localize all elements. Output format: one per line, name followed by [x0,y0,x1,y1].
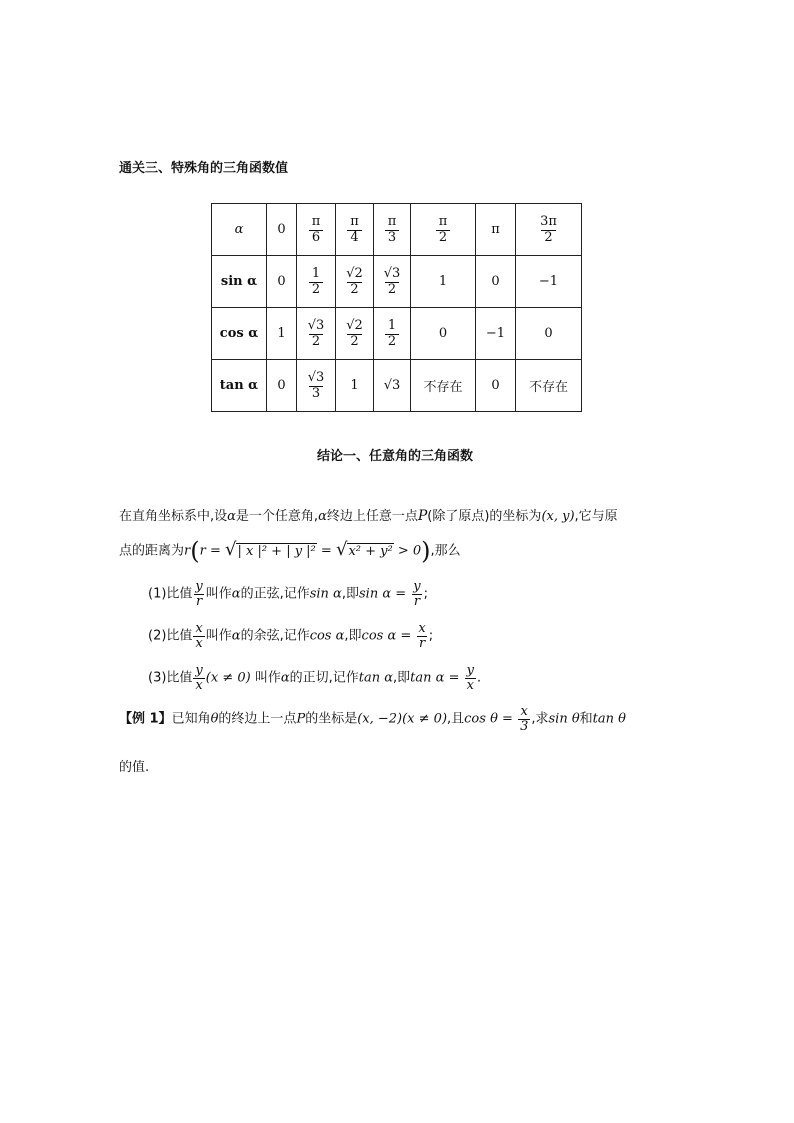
def-text: (2)比值 [148,628,193,644]
numerator: y [466,663,474,678]
def-text: 的余弦,记作 [240,628,310,644]
intro-text: ,那么 [430,543,461,559]
example-tag: 【例 1】 [119,711,172,727]
definition-tangent [148,664,481,692]
table-cell [297,308,336,360]
table-fraction [343,319,366,350]
table-cell: 0 [516,308,582,360]
theta-symbol: θ [210,711,219,727]
def-text: 叫作 [254,670,281,686]
def-text: ,即 [393,670,411,686]
table-row [212,256,582,308]
sqrt-expression [335,538,394,560]
numerator: 1 [311,265,321,281]
def-text: (1)比值 [148,586,193,602]
denominator: 2 [347,334,361,350]
numerator: √3 [307,369,325,385]
numerator: √2 [346,317,363,333]
fraction [193,580,204,608]
alpha-symbol: α [227,509,236,524]
r-equation: r = [199,543,225,559]
table-cell [336,308,374,360]
fraction [416,622,427,650]
table-fraction [381,267,404,298]
fraction [193,664,204,692]
r-equals: = [316,543,336,559]
numerator: π [387,213,397,229]
denominator: 2 [309,282,323,298]
numerator: π [350,213,359,229]
point-symbol: P [417,508,428,524]
alpha-symbol: α [231,628,241,644]
def-text: 的正切,记作 [289,670,359,686]
heading: 通关三、特殊角的三角函数值 [119,161,289,176]
def-text: (3)比值 [148,670,193,686]
def-text: 叫作 [205,586,232,602]
function-equation: tan α = [410,670,464,686]
sqrt-icon: √ [335,538,348,560]
table-cell: π [476,204,516,256]
cos-equation: cos θ = [464,711,518,727]
intro-text: ,它与原 [574,509,618,524]
fraction [518,705,530,733]
right-paren: ) [421,537,431,565]
table-fraction [347,215,362,246]
table-cell [374,308,411,360]
coordinate: (x, y) [541,509,575,524]
numerator: x [418,621,426,636]
denominator: 2 [385,282,399,298]
table-fraction [309,267,323,298]
table-fraction [537,215,560,246]
radicand: x² + y² [348,543,393,559]
r-positive: > 0 [393,543,422,559]
numerator: √3 [383,265,401,281]
denominator: x [466,677,474,693]
table-fraction [385,215,400,246]
table-fraction [305,319,328,350]
intro-text: 点的距离为 [119,543,185,559]
def-text: ,即 [344,628,362,644]
denominator: 2 [541,230,555,246]
denominator: 4 [347,230,361,246]
row-label-cos: cos α [212,308,267,360]
denominator: 2 [385,334,399,350]
table-header-label: α [212,204,267,256]
def-text: 的正弦,记作 [240,586,310,602]
table-cell [374,256,411,308]
table-cell [297,360,336,412]
numerator: √2 [346,265,363,281]
denominator: 2 [347,282,361,298]
sqrt-icon: √ [224,538,237,560]
table-fraction [305,371,328,402]
numerator: √3 [307,317,325,333]
numerator: 1 [387,317,397,333]
table-cell: −1 [476,308,516,360]
numerator: y [195,663,203,678]
numerator: y [195,579,203,594]
table-fraction [385,319,399,350]
table-cell [336,256,374,308]
table-cell: 0 [267,256,297,308]
table-cell: 0 [267,360,297,412]
table-cell [411,204,476,256]
intro-text: (除了原点)的坐标为 [427,509,542,524]
example-text: 的坐标是 [305,711,358,727]
fraction [411,580,422,608]
def-text: . [476,670,482,686]
table-cell: 不存在 [516,360,582,412]
point-symbol: P [296,711,306,727]
example-text: ,且 [447,711,465,727]
table-cell [516,204,582,256]
table-cell: 1 [267,308,297,360]
table-cell: √3 [374,360,411,412]
row-label-tan: tan α [212,360,267,412]
condition: (x ≠ 0) [205,670,251,686]
intro-line-1 [119,505,618,524]
intro-text: 在直角坐标系中,设 [119,509,228,524]
denominator: r [418,635,426,651]
function-name: sin α [309,586,342,602]
def-text: 叫作 [205,628,232,644]
denominator: 3 [520,718,529,734]
denominator: r [413,593,421,609]
trig-values-table [211,203,582,412]
denominator: x [195,677,203,693]
numerator: 3π [540,213,557,229]
table-fraction [309,215,324,246]
table-cell: 1 [336,360,374,412]
numerator: x [195,621,203,636]
example-1-line-2: 的值. [119,760,150,775]
fraction [193,622,204,650]
table-row [212,360,582,412]
tan-expression: tan θ [592,711,626,727]
denominator: 3 [309,386,323,402]
table-cell: −1 [516,256,582,308]
coordinate: (x, −2)(x ≠ 0) [357,711,448,727]
alpha-symbol: α [280,670,290,686]
table-cell: 0 [476,256,516,308]
table-cell: 0 [411,308,476,360]
table-fraction [343,267,366,298]
table-cell [336,204,374,256]
intro-text: 终边上任意一点 [326,509,418,524]
intro-text: 是一个任意角, [235,509,319,524]
function-name: cos α [309,628,345,644]
definition-cosine [148,622,433,650]
function-equation: cos α = [361,628,416,644]
table-cell: 不存在 [411,360,476,412]
example-text: 的终边上一点 [218,711,297,727]
left-paren: ( [190,537,200,565]
fraction [465,664,476,692]
def-text: ; [428,628,434,644]
denominator: r [195,593,203,609]
function-name: tan α [358,670,394,686]
table-cell [374,204,411,256]
numerator: x [520,704,528,719]
table-row [212,204,582,256]
row-label-sin: sin α [212,256,267,308]
numerator: π [311,213,321,229]
section-title: 结论一、任意角的三角函数 [317,449,474,464]
alpha-symbol: α [318,509,327,524]
sqrt-expression [224,538,317,560]
table-cell [297,256,336,308]
def-text: ,即 [341,586,359,602]
table-fraction [436,215,451,246]
table-cell: 0 [476,360,516,412]
table-row [212,308,582,360]
function-equation: sin α = [358,586,411,602]
denominator: 2 [309,334,323,350]
table-cell: 0 [267,204,297,256]
denominator: 2 [436,230,450,246]
sin-expression: sin θ [548,711,580,727]
numerator: π [438,213,448,229]
alpha-symbol: α [231,586,241,602]
denominator: 3 [385,230,399,246]
example-text: 已知角 [171,711,211,727]
denominator: x [195,635,203,651]
intro-line-2 [119,537,461,565]
numerator: y [413,579,421,594]
radicand: | x |² + | y |² [237,543,316,559]
r-symbol: r [184,543,191,559]
table-cell: 1 [411,256,476,308]
denominator: 6 [309,230,323,246]
example-text: ,求 [531,711,549,727]
definition-sine [148,580,428,608]
def-text: ; [423,586,429,602]
example-1 [119,705,626,733]
table-cell [297,204,336,256]
example-text: 和 [579,711,593,727]
